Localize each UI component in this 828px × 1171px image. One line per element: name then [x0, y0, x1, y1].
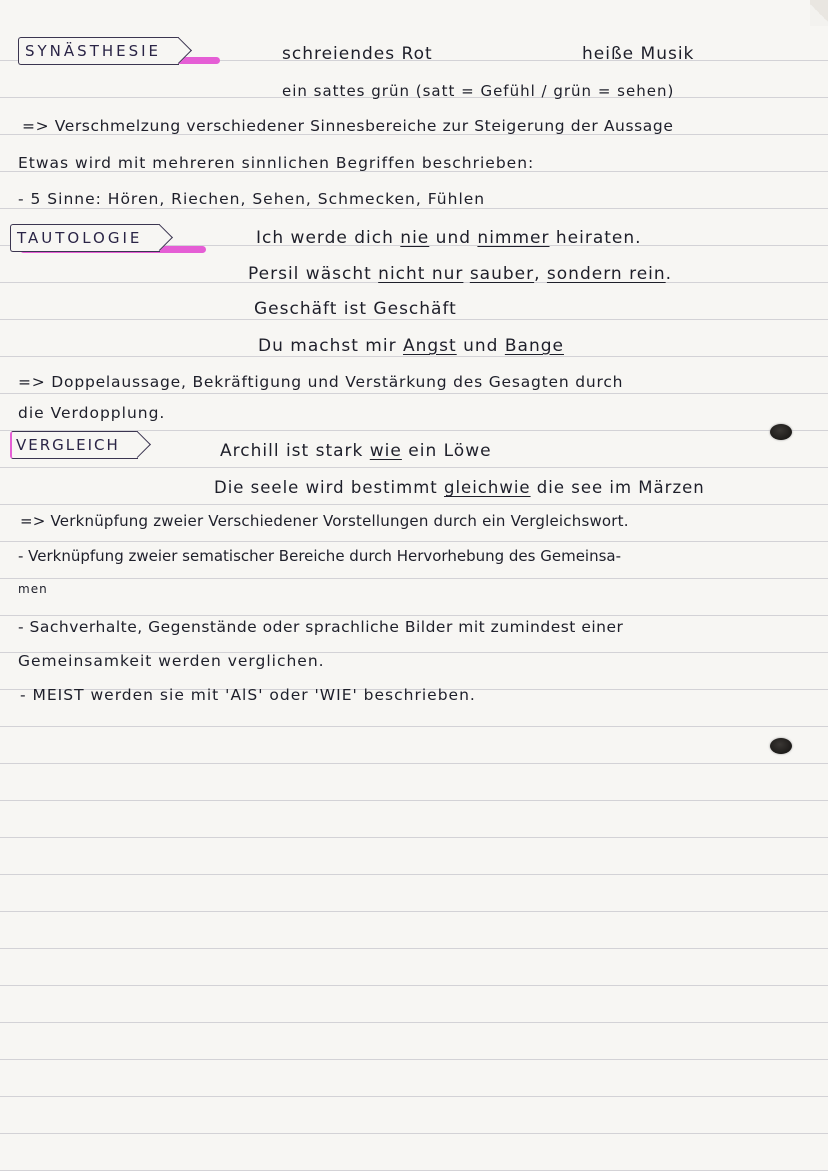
punch-hole	[770, 738, 792, 754]
tautologie-definition-cont: die Verdopplung.	[18, 404, 166, 422]
tautologie-example-3: Geschäft ist Geschäft	[254, 299, 457, 319]
synaesthesie-example-3: ein sattes grün (satt = Gefühl / grün = sehen)	[282, 82, 675, 100]
vergleich-line-5: Gemeinsamkeit werden verglichen.	[18, 652, 325, 670]
tautologie-example-2: Persil wäscht nicht nur sauber, sondern rein.	[248, 264, 673, 284]
synaesthesie-description: Etwas wird mit mehreren sinnlichen Begriffen beschrieben:	[18, 154, 535, 172]
synaesthesie-example-2: heiße Musik	[582, 44, 695, 64]
vergleich-line-6: - MEIST werden sie mit 'AlS' oder 'WIE' beschrieben.	[20, 686, 476, 704]
vergleich-example-2: Die seele wird bestimmt gleichwie die see im Märzen	[214, 478, 705, 497]
tautologie-example-1: Ich werde dich nie und nimmer heiraten.	[256, 228, 642, 248]
tag-tautologie: TAUTOLOGIE	[10, 224, 160, 252]
tautologie-example-4: Du machst mir Angst und Bange	[258, 336, 564, 356]
vergleich-line-2: - Verknüpfung zweier sematischer Bereiche durch Hervorhebung des Gemeinsa-	[18, 547, 622, 565]
vergleich-example-1: Archill ist stark wie ein Löwe	[220, 441, 492, 461]
vergleich-line-4: - Sachverhalte, Gegenstände oder sprachliche Bilder mit zumindest einer	[18, 618, 624, 636]
tag-vergleich: VERGLEICH	[10, 431, 138, 459]
five-senses-line: - 5 Sinne: Hören, Riechen, Sehen, Schmecken, Fühlen	[18, 190, 486, 208]
punch-hole	[770, 424, 792, 440]
tautologie-definition: => Doppelaussage, Bekräftigung und Verstärkung des Gesagten durch	[18, 373, 624, 391]
vergleich-line-3: men	[18, 582, 48, 596]
folded-corner	[810, 0, 828, 26]
synaesthesie-example-1: schreiendes Rot	[282, 44, 433, 64]
tag-synaesthesie: SYNÄSTHESIE	[18, 37, 179, 65]
synaesthesie-definition: => Verschmelzung verschiedener Sinnesbereiche zur Steigerung der Aussage	[22, 117, 674, 135]
vergleich-definition: => Verknüpfung zweier Verschiedener Vorstellungen durch ein Vergleichswort.	[20, 512, 629, 530]
